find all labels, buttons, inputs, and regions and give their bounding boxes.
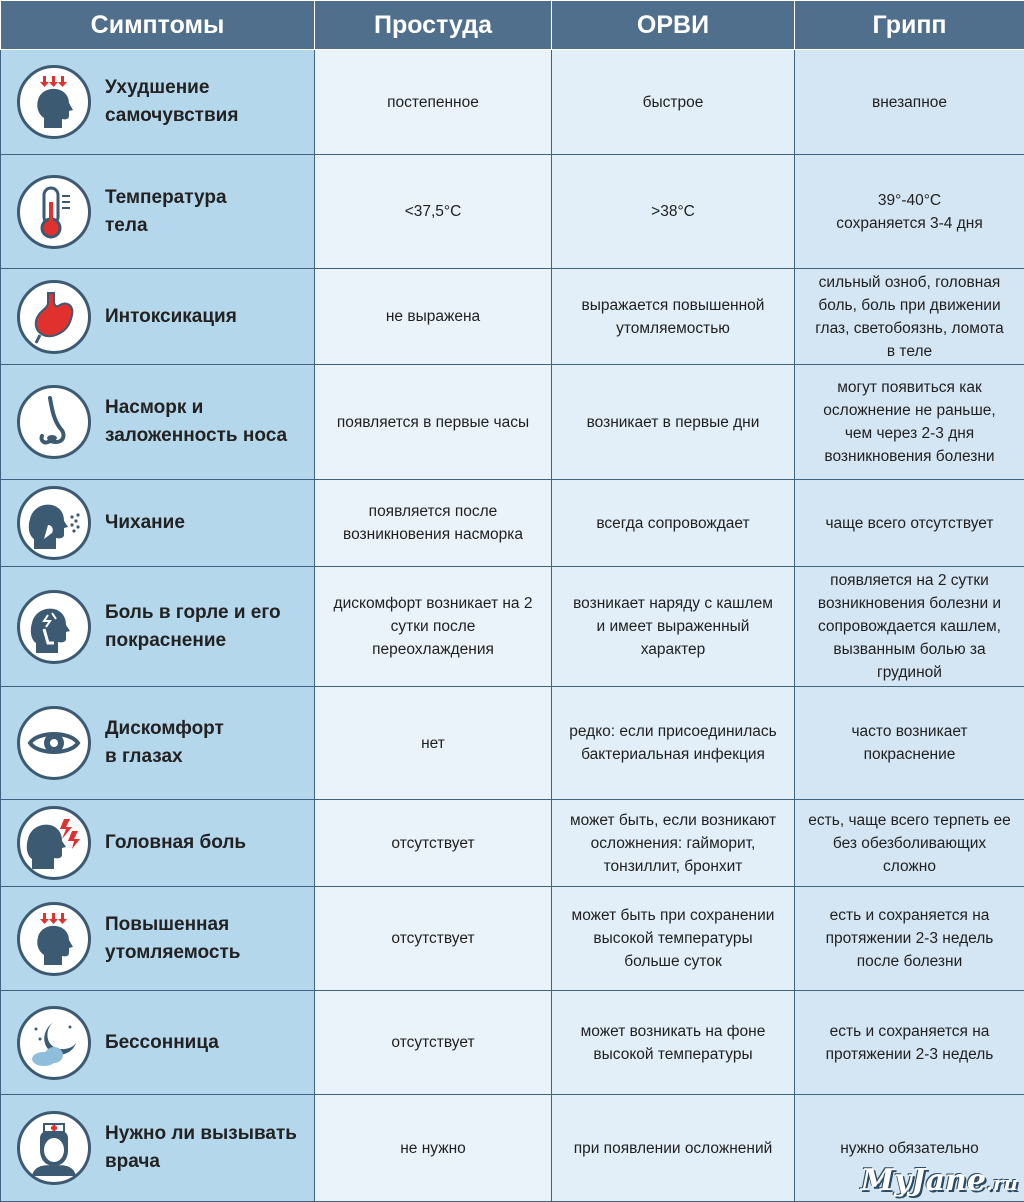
header-arvi: ОРВИ <box>552 1 795 50</box>
cold-cell: появляется после возникновения насморка <box>315 480 552 567</box>
symptom-cell <box>1 1095 315 1202</box>
cold-cell: отсутствует <box>315 887 552 991</box>
symptom-cell <box>1 800 315 887</box>
flu-cell: внезапное <box>795 50 1024 155</box>
arvi-cell: может быть, если возникают осложнения: гайморит, тонзиллит, бронхит <box>552 800 795 887</box>
table-row <box>1 269 1024 365</box>
moon-cloud-icon <box>17 1006 91 1080</box>
cold-cell: отсутствует <box>315 800 552 887</box>
symptom-label: Интоксикация <box>105 303 237 331</box>
arvi-cell: выражается повышенной утомляемостью <box>552 269 795 365</box>
sneeze-icon <box>17 486 91 560</box>
arvi-cell: быстрое <box>552 50 795 155</box>
nurse-icon <box>17 1111 91 1185</box>
stomach-icon <box>17 280 91 354</box>
nose-icon <box>17 385 91 459</box>
table-row <box>1 567 1024 687</box>
arvi-cell: >38°С <box>552 155 795 269</box>
table-row <box>1 687 1024 800</box>
flu-cell: нужно обязательно <box>795 1095 1024 1202</box>
cold-cell: <37,5°С <box>315 155 552 269</box>
cold-cell: отсутствует <box>315 991 552 1095</box>
flu-cell: чаще всего отсутствует <box>795 480 1024 567</box>
symptom-label: Чихание <box>105 509 185 537</box>
symptom-label: Бессонница <box>105 1029 219 1057</box>
symptom-cell <box>1 155 315 269</box>
arvi-cell: может возникать на фоне высокой температуры <box>552 991 795 1095</box>
symptom-label: Ухудшение самочувствия <box>105 74 238 130</box>
table-row <box>1 800 1024 887</box>
flu-cell: часто возникает покраснение <box>795 687 1024 800</box>
head-down-arrows-icon <box>17 65 91 139</box>
arvi-cell: возникает в первые дни <box>552 365 795 480</box>
thermometer-icon <box>17 175 91 249</box>
symptom-cell <box>1 687 315 800</box>
flu-cell: есть, чаще всего терпеть ее без обезболивающих сложно <box>795 800 1024 887</box>
flu-cell: появляется на 2 сутки возникновения болезни и сопровождается кашлем, вызванным болью за грудиной <box>795 567 1024 687</box>
cold-cell: дискомфорт возникает на 2 сутки после переохлаждения <box>315 567 552 687</box>
symptom-cell <box>1 887 315 991</box>
arvi-cell: может быть при сохранении высокой температуры больше суток <box>552 887 795 991</box>
flu-cell: 39°-40°С сохраняется 3-4 дня <box>795 155 1024 269</box>
cold-cell: постепенное <box>315 50 552 155</box>
arvi-cell: возникает наряду с кашлем и имеет выраженный характер <box>552 567 795 687</box>
watermark-logo: MyJane.ru <box>861 1163 1018 1198</box>
sore-throat-icon <box>17 590 91 664</box>
symptom-cell <box>1 480 315 567</box>
flu-cell: есть и сохраняется на протяжении 2-3 недель после болезни <box>795 887 1024 991</box>
symptom-label: Повышенная утомляемость <box>105 911 240 967</box>
symptom-label: Нужно ли вызывать врача <box>105 1120 297 1176</box>
symptom-label: Головная боль <box>105 829 246 857</box>
symptom-cell <box>1 567 315 687</box>
header-cold: Простуда <box>315 1 552 50</box>
symptom-cell <box>1 365 315 480</box>
table-row <box>1 991 1024 1095</box>
table-row <box>1 887 1024 991</box>
cold-cell: появляется в первые часы <box>315 365 552 480</box>
headache-icon <box>17 806 91 880</box>
arvi-cell: при появлении осложнений <box>552 1095 795 1202</box>
symptom-cell <box>1 50 315 155</box>
arvi-cell: редко: если присоединилась бактериальная инфекция <box>552 687 795 800</box>
table-row <box>1 365 1024 480</box>
eye-icon <box>17 706 91 780</box>
cold-cell: не выражена <box>315 269 552 365</box>
table-row <box>1 50 1024 155</box>
arvi-cell: всегда сопровождает <box>552 480 795 567</box>
symptom-cell <box>1 269 315 365</box>
header-symptoms: Симптомы <box>1 1 315 50</box>
flu-cell: сильный озноб, головная боль, боль при движении глаз, светобоязнь, ломота в теле <box>795 269 1024 365</box>
cold-cell: не нужно <box>315 1095 552 1202</box>
header-row <box>1 1 1024 50</box>
table-row <box>1 155 1024 269</box>
symptom-label: Дискомфорт в глазах <box>105 715 224 771</box>
symptom-label: Боль в горле и его покраснение <box>105 599 281 655</box>
symptom-label: Насморк и заложенность носа <box>105 394 287 450</box>
head-down-arrows-icon <box>17 902 91 976</box>
table-row <box>1 480 1024 567</box>
cold-cell: нет <box>315 687 552 800</box>
header-flu: Грипп <box>795 1 1024 50</box>
flu-cell: есть и сохраняется на протяжении 2-3 недель <box>795 991 1024 1095</box>
symptom-cell <box>1 991 315 1095</box>
flu-cell: могут появиться как осложнение не раньше, чем через 2-3 дня возникновения болезни <box>795 365 1024 480</box>
symptom-label: Температура тела <box>105 184 227 240</box>
